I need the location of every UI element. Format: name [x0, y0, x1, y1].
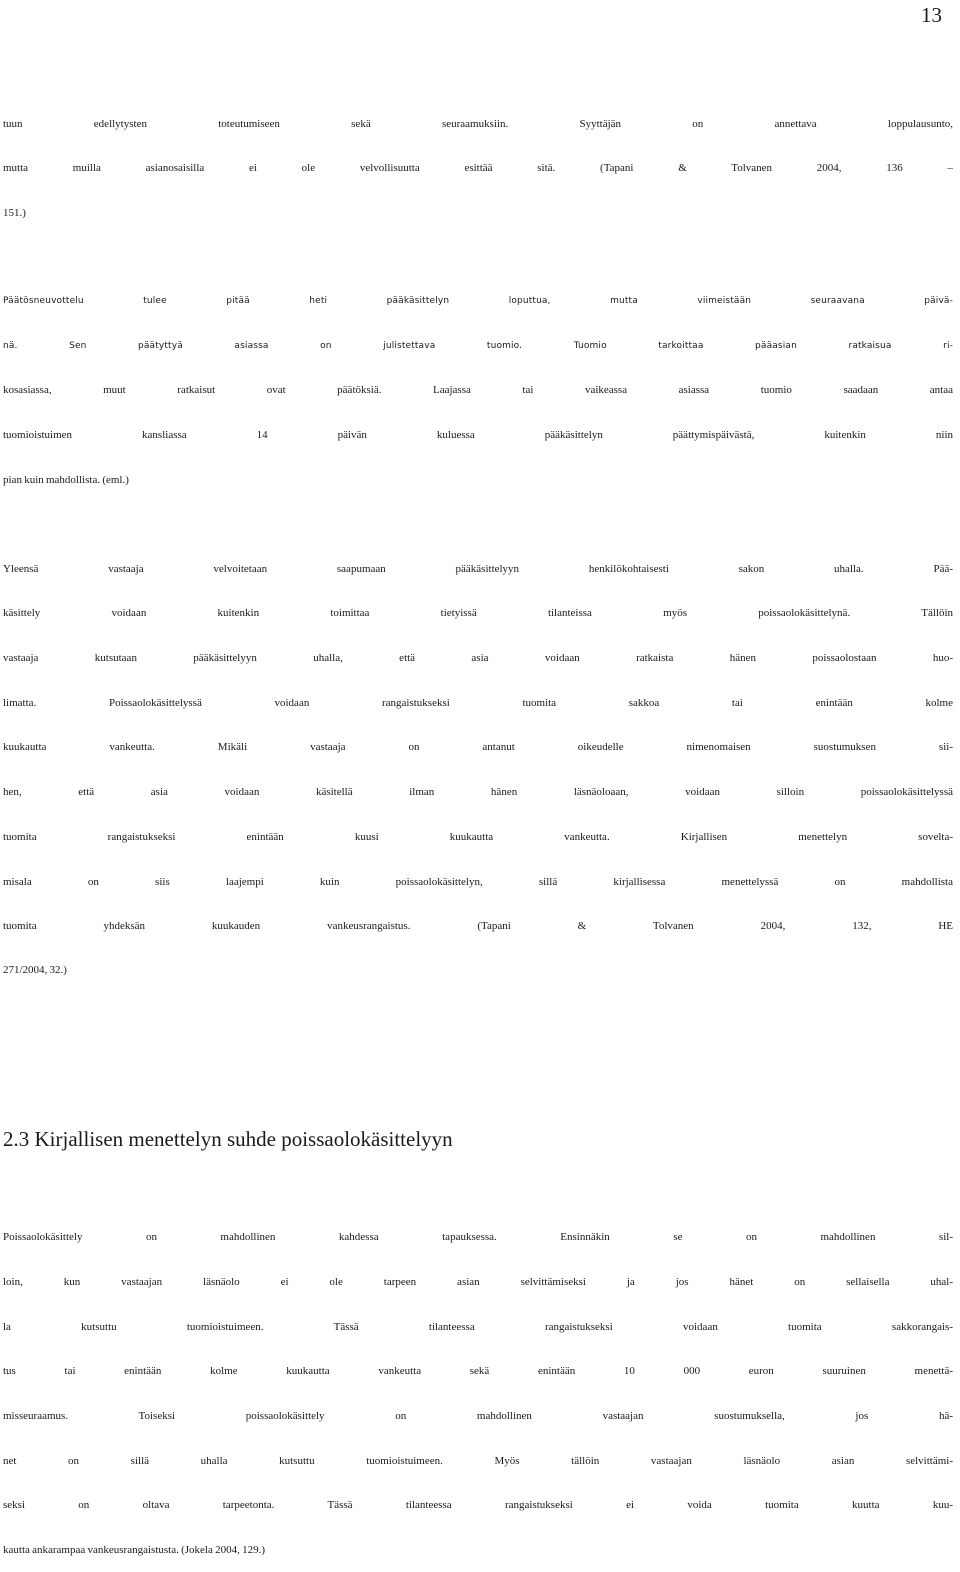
section-heading: 2.3 Kirjallisen menettelyn suhde poissaolokäsittelyyn	[3, 1127, 453, 1151]
paragraph-3-line-5: kuukautta vankeutta. Mikäli vastaaja on antanut oikeudelle nimenomaisen suostumuksen sii-	[3, 741, 953, 753]
page-number: 13	[921, 3, 942, 27]
paragraph-3-line-6: hen, että asia voidaan käsitellä ilman hänen läsnäoloaan, voidaan silloin poissaolokäsittelyssä	[3, 786, 953, 798]
paragraph-4-line-6: net on sillä uhalla kutsuttu tuomioistuimeen. Myös tällöin vastaajan läsnäolo asian selvittämi-	[3, 1455, 953, 1467]
paragraph-3-line-4: limatta. Poissaolokäsittelyssä voidaan rangaistukseksi tuomita sakkoa tai enintään kolme	[3, 697, 953, 709]
paragraph-4-line-3: la kutsuttu tuomioistuimeen. Tässä tilanteessa rangaistukseksi voidaan tuomita sakkorangais-	[3, 1321, 953, 1333]
paragraph-2-line-5: pian kuin mahdollista. (eml.)	[3, 474, 129, 486]
paragraph-3-line-7: tuomita rangaistukseksi enintään kuusi kuukautta vankeutta. Kirjallisen menettelyn soveltа-	[3, 831, 953, 843]
paragraph-2-line-2: nä. Sen päätyttyä asiassa on julistettava tuomio. Tuomio tarkoittaa pääasian ratkaisua ri-	[3, 341, 953, 351]
paragraph-1-line-3: 151.)	[3, 207, 26, 219]
paragraph-4-line-5: misseuraamus. Toiseksi poissaolokäsittely on mahdollinen vastaajan suostumuksella, jos hä-	[3, 1410, 953, 1422]
paragraph-3-line-9: tuomita yhdeksän kuukauden vankeusrangaistus. (Tapani & Tolvanen 2004, 132, HE	[3, 920, 953, 932]
paragraph-1-line-2: mutta muilla asianosaisilla ei ole velvollisuutta esittää sitä. (Tapani & Tolvanen 2004, 136 –	[3, 162, 953, 174]
paragraph-2-line-1: Päätösneuvottelu tulee pitää heti pääkäsittelyn loputtua, mutta viimeistään seuraavana päivä-	[3, 296, 953, 306]
paragraph-2-line-3: kosasiassa, muut ratkaisut ovat päätöksiä. Laajassa tai vaikeassa asiassa tuomio saadaan antaa	[3, 384, 953, 396]
paragraph-2-line-4: tuomioistuimen kansliassa 14 päivän kuluessa pääkäsittelyn päättymispäivästä, kuitenkin niin	[3, 429, 953, 441]
paragraph-4-line-1: Poissaolokäsittely on mahdollinen kahdessa tapauksessa. Ensinnäkin se on mahdollinen sil-	[3, 1231, 953, 1243]
paragraph-3-line-8: misala on siis laajempi kuin poissaolokäsittelyn, sillä kirjallisessa menettelyssä on mahdollista	[3, 876, 953, 888]
paragraph-3-line-1: Yleensä vastaaja velvoitetaan saapumaan pääkäsittelyyn henkilökohtaisesti sakon uhalla. Pää-	[3, 563, 953, 575]
paragraph-4-line-7: seksi on oltava tarpeetonta. Tässä tilanteessa rangaistukseksi ei voida tuomita kuutta kuu-	[3, 1499, 953, 1511]
paragraph-1-line-1: tuun edellytysten toteutumiseen sekä seuraamuksiin. Syyttäjän on annettava loppulausunto,	[3, 118, 953, 130]
paragraph-4-line-2: loin, kun vastaajan läsnäolo ei ole tarpeen asian selvittämiseksi ja jos hänet on sellaisella uhal-	[3, 1276, 953, 1288]
paragraph-4-line-8: kautta ankarampaa vankeusrangaistusta. (Jokela 2004, 129.)	[3, 1544, 266, 1556]
paragraph-3-line-3: vastaaja kutsutaan pääkäsittelyyn uhalla, että asia voidaan ratkaista hänen poissaolostaan huo-	[3, 652, 953, 664]
paragraph-3-line-10: 271/2004, 32.)	[3, 964, 67, 976]
paragraph-4-line-4: tus tai enintään kolme kuukautta vankeutta sekä enintään 10 000 euron suuruinen menettä-	[3, 1365, 953, 1377]
paragraph-3-line-2: käsittely voidaan kuitenkin toimittaa tietyissä tilanteissa myös poissaolokäsittelynä. Tällöin	[3, 607, 953, 619]
